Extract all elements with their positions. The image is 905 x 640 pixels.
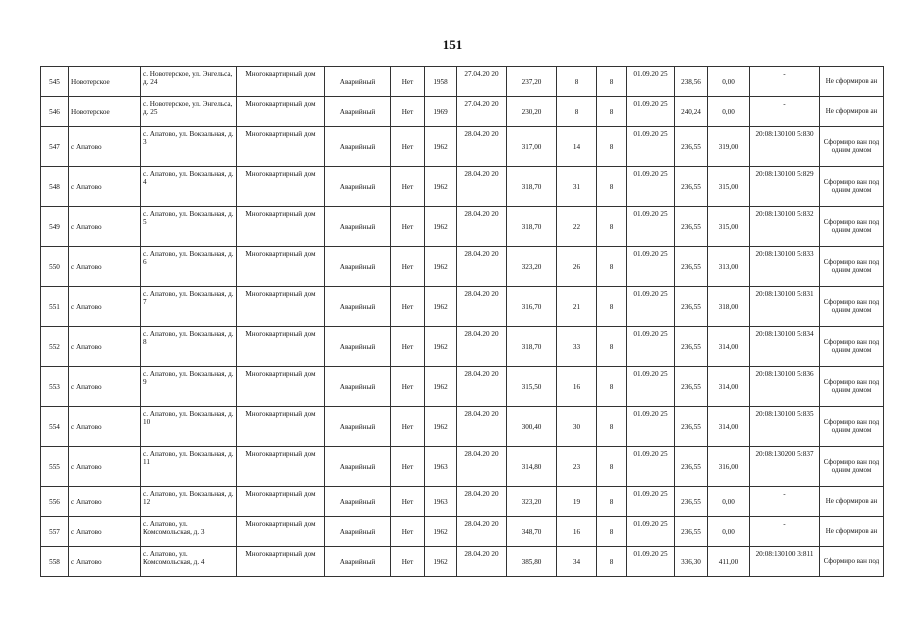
address-cell: с. Апатово, ул. Вокзальная, д. 12 bbox=[141, 487, 237, 517]
condition-cell: Аварийный bbox=[325, 447, 391, 487]
year-built-cell: 1958 bbox=[425, 67, 457, 97]
land-area-cell: 0,00 bbox=[708, 517, 750, 547]
demolition-cell: Нет bbox=[391, 167, 425, 207]
apartments-cell: 8 bbox=[597, 287, 627, 327]
building-type-cell: Многоквартирный дом bbox=[237, 207, 325, 247]
resettlement-deadline-cell: 01.09.20 25 bbox=[627, 97, 675, 127]
land-status-cell: Сформиро ван под одним домом bbox=[820, 167, 884, 207]
address-cell: с. Апатово, ул. Комсомольская, д. 4 bbox=[141, 547, 237, 577]
building-type-cell: Многоквартирный дом bbox=[237, 547, 325, 577]
land-status-cell: Сформиро ван под одним домом bbox=[820, 447, 884, 487]
land-area-cell: 315,00 bbox=[708, 207, 750, 247]
area-cost-cell: 236,55 bbox=[675, 407, 708, 447]
land-status-cell: Сформиро ван под одним домом bbox=[820, 207, 884, 247]
row-number-cell: 549 bbox=[41, 207, 69, 247]
cadastral-number-cell: 20:08:130100 5:829 bbox=[750, 167, 820, 207]
condition-cell: Аварийный bbox=[325, 127, 391, 167]
address-cell: с. Новотерское, ул. Энгельса, д. 24 bbox=[141, 67, 237, 97]
table-row bbox=[41, 287, 884, 327]
cadastral-number-cell: 20:08:130100 5:831 bbox=[750, 287, 820, 327]
apartments-cell: 8 bbox=[597, 517, 627, 547]
total-area-cell: 315,50 bbox=[507, 367, 557, 407]
apartments-cell: 8 bbox=[597, 67, 627, 97]
cadastral-number-cell: - bbox=[750, 67, 820, 97]
settlement-cell: Новотерское bbox=[69, 67, 141, 97]
resettlement-deadline-cell: 01.09.20 25 bbox=[627, 287, 675, 327]
demolition-cell: Нет bbox=[391, 407, 425, 447]
table-row bbox=[41, 367, 884, 407]
total-area-cell: 348,70 bbox=[507, 517, 557, 547]
area-cost-cell: 240,24 bbox=[675, 97, 708, 127]
settlement-cell: с Апатово bbox=[69, 487, 141, 517]
land-status-cell: Сформиро ван под одним домом bbox=[820, 127, 884, 167]
table-body bbox=[41, 67, 884, 577]
area-cost-cell: 236,55 bbox=[675, 167, 708, 207]
row-number-cell: 550 bbox=[41, 247, 69, 287]
resettlement-deadline-cell: 01.09.20 25 bbox=[627, 167, 675, 207]
residents-cell: 26 bbox=[557, 247, 597, 287]
table-row bbox=[41, 247, 884, 287]
demolition-cell: Нет bbox=[391, 67, 425, 97]
building-type-cell: Многоквартирный дом bbox=[237, 367, 325, 407]
area-cost-cell: 236,55 bbox=[675, 367, 708, 407]
apartments-cell: 8 bbox=[597, 327, 627, 367]
condition-cell: Аварийный bbox=[325, 407, 391, 447]
cadastral-number-cell: 20:08:130100 5:834 bbox=[750, 327, 820, 367]
land-status-cell: Сформиро ван под bbox=[820, 547, 884, 577]
building-type-cell: Многоквартирный дом bbox=[237, 287, 325, 327]
land-area-cell: 316,00 bbox=[708, 447, 750, 487]
recognition-date-cell: 28.04.20 20 bbox=[457, 447, 507, 487]
apartments-cell: 8 bbox=[597, 207, 627, 247]
apartments-cell: 8 bbox=[597, 447, 627, 487]
resettlement-deadline-cell: 01.09.20 25 bbox=[627, 447, 675, 487]
land-area-cell: 411,00 bbox=[708, 547, 750, 577]
residents-cell: 8 bbox=[557, 67, 597, 97]
table-row bbox=[41, 447, 884, 487]
total-area-cell: 385,80 bbox=[507, 547, 557, 577]
demolition-cell: Нет bbox=[391, 287, 425, 327]
recognition-date-cell: 28.04.20 20 bbox=[457, 517, 507, 547]
year-built-cell: 1962 bbox=[425, 407, 457, 447]
condition-cell: Аварийный bbox=[325, 327, 391, 367]
total-area-cell: 317,00 bbox=[507, 127, 557, 167]
table-row bbox=[41, 327, 884, 367]
cadastral-number-cell: 20:08:130100 5:835 bbox=[750, 407, 820, 447]
cadastral-number-cell: 20:08:130100 5:832 bbox=[750, 207, 820, 247]
apartments-cell: 8 bbox=[597, 167, 627, 207]
table-row bbox=[41, 97, 884, 127]
recognition-date-cell: 28.04.20 20 bbox=[457, 287, 507, 327]
recognition-date-cell: 28.04.20 20 bbox=[457, 127, 507, 167]
address-cell: с. Апатово, ул. Вокзальная, д. 3 bbox=[141, 127, 237, 167]
address-cell: с. Апатово, ул. Вокзальная, д. 7 bbox=[141, 287, 237, 327]
settlement-cell: с Апатово bbox=[69, 247, 141, 287]
row-number-cell: 553 bbox=[41, 367, 69, 407]
page-number: 151 bbox=[442, 37, 463, 52]
building-type-cell: Многоквартирный дом bbox=[237, 517, 325, 547]
apartments-cell: 8 bbox=[597, 367, 627, 407]
land-area-cell: 314,00 bbox=[708, 327, 750, 367]
apartments-cell: 8 bbox=[597, 97, 627, 127]
total-area-cell: 318,70 bbox=[507, 167, 557, 207]
settlement-cell: с Апатово bbox=[69, 367, 141, 407]
resettlement-deadline-cell: 01.09.20 25 bbox=[627, 407, 675, 447]
land-area-cell: 0,00 bbox=[708, 487, 750, 517]
cadastral-number-cell: 20:08:130100 5:833 bbox=[750, 247, 820, 287]
settlement-cell: с Апатово bbox=[69, 167, 141, 207]
land-status-cell: Не сформиров ан bbox=[820, 517, 884, 547]
address-cell: с. Апатово, ул. Вокзальная, д. 9 bbox=[141, 367, 237, 407]
recognition-date-cell: 28.04.20 20 bbox=[457, 207, 507, 247]
building-type-cell: Многоквартирный дом bbox=[237, 167, 325, 207]
residents-cell: 19 bbox=[557, 487, 597, 517]
land-area-cell: 313,00 bbox=[708, 247, 750, 287]
recognition-date-cell: 27.04.20 20 bbox=[457, 67, 507, 97]
building-type-cell: Многоквартирный дом bbox=[237, 97, 325, 127]
year-built-cell: 1963 bbox=[425, 487, 457, 517]
resettlement-deadline-cell: 01.09.20 25 bbox=[627, 367, 675, 407]
resettlement-deadline-cell: 01.09.20 25 bbox=[627, 327, 675, 367]
resettlement-deadline-cell: 01.09.20 25 bbox=[627, 547, 675, 577]
area-cost-cell: 236,55 bbox=[675, 447, 708, 487]
apartments-cell: 8 bbox=[597, 487, 627, 517]
resettlement-deadline-cell: 01.09.20 25 bbox=[627, 517, 675, 547]
address-cell: с. Апатово, ул. Вокзальная, д. 10 bbox=[141, 407, 237, 447]
demolition-cell: Нет bbox=[391, 207, 425, 247]
settlement-cell: с Апатово bbox=[69, 207, 141, 247]
cadastral-number-cell: 20:08:130100 5:836 bbox=[750, 367, 820, 407]
year-built-cell: 1969 bbox=[425, 97, 457, 127]
demolition-cell: Нет bbox=[391, 487, 425, 517]
recognition-date-cell: 28.04.20 20 bbox=[457, 407, 507, 447]
building-type-cell: Многоквартирный дом bbox=[237, 487, 325, 517]
building-type-cell: Многоквартирный дом bbox=[237, 327, 325, 367]
resettlement-deadline-cell: 01.09.20 25 bbox=[627, 247, 675, 287]
condition-cell: Аварийный bbox=[325, 287, 391, 327]
area-cost-cell: 336,30 bbox=[675, 547, 708, 577]
row-number-cell: 548 bbox=[41, 167, 69, 207]
condition-cell: Аварийный bbox=[325, 547, 391, 577]
settlement-cell: с Апатово bbox=[69, 327, 141, 367]
land-status-cell: Не сформиров ан bbox=[820, 97, 884, 127]
settlement-cell: с Апатово bbox=[69, 287, 141, 327]
address-cell: с. Апатово, ул. Вокзальная, д. 5 bbox=[141, 207, 237, 247]
land-status-cell: Сформиро ван под одним домом bbox=[820, 247, 884, 287]
residents-cell: 16 bbox=[557, 367, 597, 407]
recognition-date-cell: 28.04.20 20 bbox=[457, 547, 507, 577]
cadastral-number-cell: - bbox=[750, 517, 820, 547]
residents-cell: 22 bbox=[557, 207, 597, 247]
table-row bbox=[41, 127, 884, 167]
row-number-cell: 552 bbox=[41, 327, 69, 367]
row-number-cell: 551 bbox=[41, 287, 69, 327]
land-area-cell: 319,00 bbox=[708, 127, 750, 167]
year-built-cell: 1962 bbox=[425, 327, 457, 367]
condition-cell: Аварийный bbox=[325, 367, 391, 407]
area-cost-cell: 236,55 bbox=[675, 487, 708, 517]
settlement-cell: Новотерское bbox=[69, 97, 141, 127]
total-area-cell: 230,20 bbox=[507, 97, 557, 127]
year-built-cell: 1962 bbox=[425, 547, 457, 577]
area-cost-cell: 236,55 bbox=[675, 517, 708, 547]
total-area-cell: 316,70 bbox=[507, 287, 557, 327]
table-row bbox=[41, 167, 884, 207]
demolition-cell: Нет bbox=[391, 367, 425, 407]
total-area-cell: 314,80 bbox=[507, 447, 557, 487]
building-type-cell: Многоквартирный дом bbox=[237, 247, 325, 287]
row-number-cell: 554 bbox=[41, 407, 69, 447]
condition-cell: Аварийный bbox=[325, 207, 391, 247]
total-area-cell: 237,20 bbox=[507, 67, 557, 97]
year-built-cell: 1962 bbox=[425, 367, 457, 407]
settlement-cell: с Апатово bbox=[69, 407, 141, 447]
land-status-cell: Не сформиров ан bbox=[820, 67, 884, 97]
apartments-cell: 8 bbox=[597, 547, 627, 577]
row-number-cell: 547 bbox=[41, 127, 69, 167]
residents-cell: 34 bbox=[557, 547, 597, 577]
residents-cell: 33 bbox=[557, 327, 597, 367]
total-area-cell: 318,70 bbox=[507, 327, 557, 367]
cadastral-number-cell: 20:08:130100 5:830 bbox=[750, 127, 820, 167]
land-status-cell: Сформиро ван под одним домом bbox=[820, 327, 884, 367]
settlement-cell: с Апатово bbox=[69, 447, 141, 487]
year-built-cell: 1962 bbox=[425, 127, 457, 167]
demolition-cell: Нет bbox=[391, 517, 425, 547]
year-built-cell: 1962 bbox=[425, 167, 457, 207]
demolition-cell: Нет bbox=[391, 97, 425, 127]
residents-cell: 30 bbox=[557, 407, 597, 447]
table-row bbox=[41, 487, 884, 517]
land-area-cell: 318,00 bbox=[708, 287, 750, 327]
cadastral-number-cell: 20:08:130100 3:811 bbox=[750, 547, 820, 577]
row-number-cell: 556 bbox=[41, 487, 69, 517]
table-row bbox=[41, 547, 884, 577]
cadastral-number-cell: - bbox=[750, 97, 820, 127]
apartments-cell: 8 bbox=[597, 407, 627, 447]
table-row bbox=[41, 407, 884, 447]
residents-cell: 8 bbox=[557, 97, 597, 127]
cadastral-number-cell: 20:08:130200 5:837 bbox=[750, 447, 820, 487]
area-cost-cell: 236,55 bbox=[675, 127, 708, 167]
year-built-cell: 1962 bbox=[425, 207, 457, 247]
condition-cell: Аварийный bbox=[325, 487, 391, 517]
resettlement-deadline-cell: 01.09.20 25 bbox=[627, 207, 675, 247]
area-cost-cell: 238,56 bbox=[675, 67, 708, 97]
total-area-cell: 323,20 bbox=[507, 247, 557, 287]
residents-cell: 16 bbox=[557, 517, 597, 547]
recognition-date-cell: 28.04.20 20 bbox=[457, 367, 507, 407]
table-row bbox=[41, 207, 884, 247]
land-status-cell: Не сформиров ан bbox=[820, 487, 884, 517]
row-number-cell: 545 bbox=[41, 67, 69, 97]
row-number-cell: 558 bbox=[41, 547, 69, 577]
demolition-cell: Нет bbox=[391, 447, 425, 487]
settlement-cell: с Апатово bbox=[69, 517, 141, 547]
recognition-date-cell: 28.04.20 20 bbox=[457, 247, 507, 287]
residents-cell: 31 bbox=[557, 167, 597, 207]
condition-cell: Аварийный bbox=[325, 247, 391, 287]
apartments-cell: 8 bbox=[597, 127, 627, 167]
land-area-cell: 315,00 bbox=[708, 167, 750, 207]
address-cell: с. Апатово, ул. Вокзальная, д. 8 bbox=[141, 327, 237, 367]
address-cell: с. Апатово, ул. Вокзальная, д. 11 bbox=[141, 447, 237, 487]
area-cost-cell: 236,55 bbox=[675, 207, 708, 247]
land-status-cell: Сформиро ван под одним домом bbox=[820, 407, 884, 447]
cadastral-number-cell: - bbox=[750, 487, 820, 517]
total-area-cell: 318,70 bbox=[507, 207, 557, 247]
address-cell: с. Новотерское, ул. Энгельса, д. 25 bbox=[141, 97, 237, 127]
residents-cell: 14 bbox=[557, 127, 597, 167]
year-built-cell: 1962 bbox=[425, 247, 457, 287]
land-status-cell: Сформиро ван под одним домом bbox=[820, 367, 884, 407]
building-type-cell: Многоквартирный дом bbox=[237, 127, 325, 167]
housing-registry-table bbox=[40, 66, 884, 577]
building-type-cell: Многоквартирный дом bbox=[237, 407, 325, 447]
recognition-date-cell: 27.04.20 20 bbox=[457, 97, 507, 127]
year-built-cell: 1962 bbox=[425, 287, 457, 327]
year-built-cell: 1963 bbox=[425, 447, 457, 487]
total-area-cell: 323,20 bbox=[507, 487, 557, 517]
address-cell: с. Апатово, ул. Комсомольская, д. 3 bbox=[141, 517, 237, 547]
settlement-cell: с Апатово bbox=[69, 127, 141, 167]
area-cost-cell: 236,55 bbox=[675, 327, 708, 367]
area-cost-cell: 236,55 bbox=[675, 247, 708, 287]
demolition-cell: Нет bbox=[391, 327, 425, 367]
demolition-cell: Нет bbox=[391, 127, 425, 167]
settlement-cell: с Апатово bbox=[69, 547, 141, 577]
row-number-cell: 557 bbox=[41, 517, 69, 547]
condition-cell: Аварийный bbox=[325, 167, 391, 207]
residents-cell: 21 bbox=[557, 287, 597, 327]
building-type-cell: Многоквартирный дом bbox=[237, 447, 325, 487]
resettlement-deadline-cell: 01.09.20 25 bbox=[627, 487, 675, 517]
resettlement-deadline-cell: 01.09.20 25 bbox=[627, 127, 675, 167]
table-row bbox=[41, 517, 884, 547]
row-number-cell: 555 bbox=[41, 447, 69, 487]
row-number-cell: 546 bbox=[41, 97, 69, 127]
land-area-cell: 314,00 bbox=[708, 407, 750, 447]
recognition-date-cell: 28.04.20 20 bbox=[457, 327, 507, 367]
demolition-cell: Нет bbox=[391, 547, 425, 577]
land-status-cell: Сформиро ван под одним домом bbox=[820, 287, 884, 327]
address-cell: с. Апатово, ул. Вокзальная, д. 4 bbox=[141, 167, 237, 207]
apartments-cell: 8 bbox=[597, 247, 627, 287]
demolition-cell: Нет bbox=[391, 247, 425, 287]
year-built-cell: 1962 bbox=[425, 517, 457, 547]
area-cost-cell: 236,55 bbox=[675, 287, 708, 327]
building-type-cell: Многоквартирный дом bbox=[237, 67, 325, 97]
condition-cell: Аварийный bbox=[325, 97, 391, 127]
resettlement-deadline-cell: 01.09.20 25 bbox=[627, 67, 675, 97]
land-area-cell: 0,00 bbox=[708, 97, 750, 127]
table-row bbox=[41, 67, 884, 97]
condition-cell: Аварийный bbox=[325, 517, 391, 547]
recognition-date-cell: 28.04.20 20 bbox=[457, 487, 507, 517]
land-area-cell: 0,00 bbox=[708, 67, 750, 97]
residents-cell: 23 bbox=[557, 447, 597, 487]
condition-cell: Аварийный bbox=[325, 67, 391, 97]
recognition-date-cell: 28.04.20 20 bbox=[457, 167, 507, 207]
land-area-cell: 314,00 bbox=[708, 367, 750, 407]
address-cell: с. Апатово, ул. Вокзальная, д. 6 bbox=[141, 247, 237, 287]
total-area-cell: 300,40 bbox=[507, 407, 557, 447]
